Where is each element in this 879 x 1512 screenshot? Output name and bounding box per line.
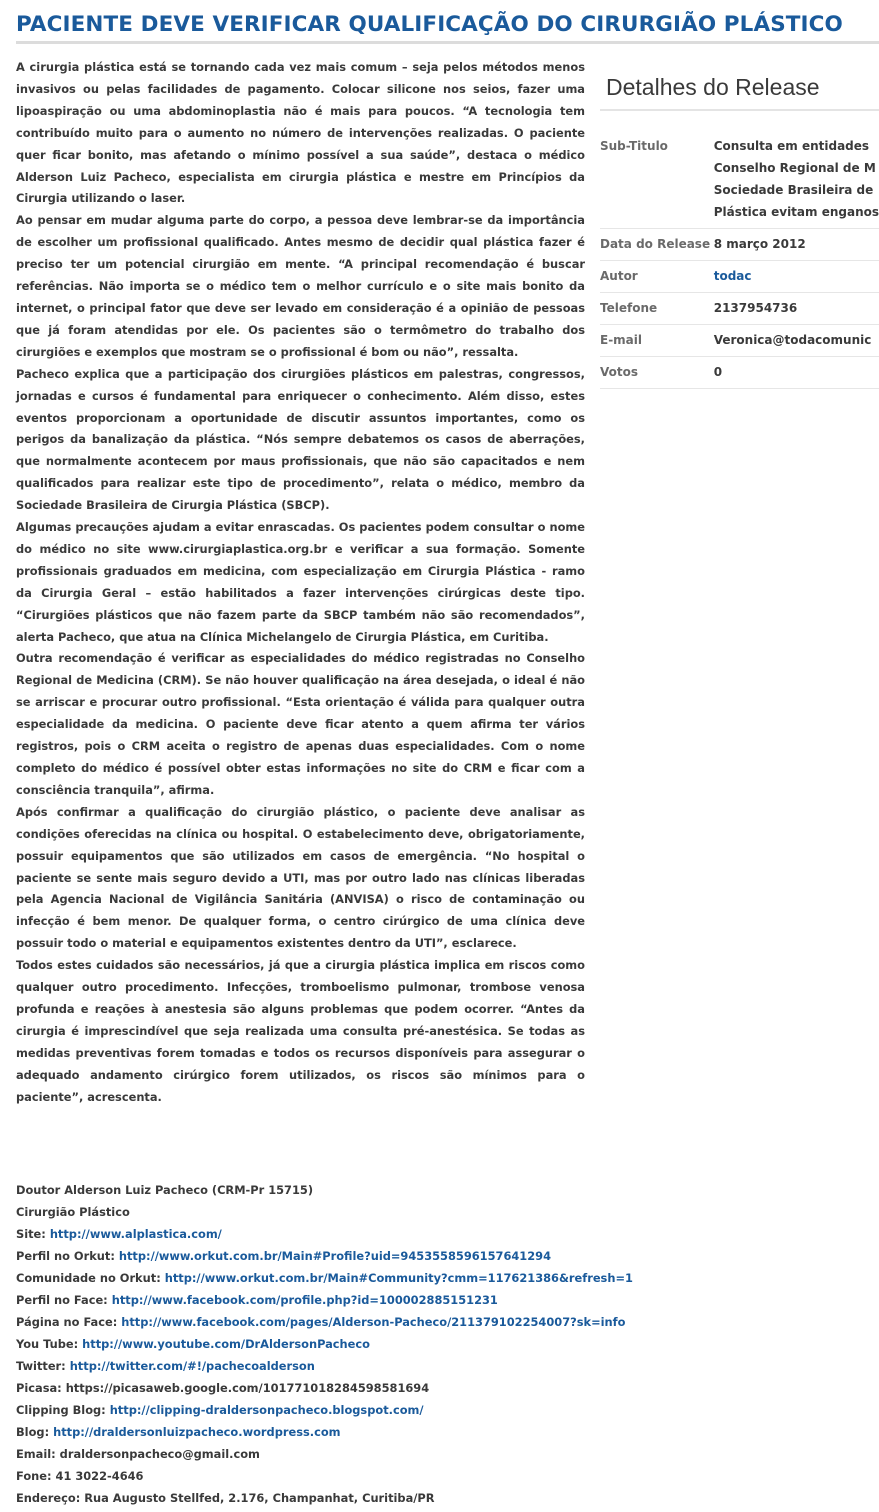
contact-link[interactable]: http://www.facebook.com/pages/Alderson-Pacheco/211379102254007?sk=info — [121, 1315, 626, 1329]
detail-row — [600, 357, 879, 389]
contact-value: 41 3022-4646 — [55, 1469, 144, 1483]
contact-link[interactable]: http://clipping-draldersonpacheco.blogspot.com/ — [109, 1403, 424, 1417]
title-divider — [16, 41, 879, 44]
article-paragraph: Outra recomendação é verificar as especialidades do médico registradas no Conselho Regional de Medicina (CRM). Se não houver qualificação na área desejada, o ideal é não se arriscar e procurar outro profissional. “Esta orientação é válida para qualquer outra especialidade da medicina. O paciente deve ficar atento a quem afirma ter vários registros, pois o CRM aceita o registro de apenas duas especialidades. Com o nome completo do médico é possível obter estas informações no site do CRM e ficar com a consciência tranquila”, afirma. — [16, 651, 585, 797]
contact-value: https://picasaweb.google.com/101771018284598581694 — [65, 1381, 430, 1395]
release-details-title: Detalhes do Release — [600, 64, 879, 111]
contact-line — [16, 1289, 616, 1311]
detail-value-line: Plástica evitam enganos — [713, 205, 879, 219]
detail-label: Sub-Titulo — [600, 131, 714, 229]
article-paragraph: Após confirmar a qualificação do cirurgião plástico, o paciente deve analisar as condições oferecidas na clínica ou hospital. O estabelecimento deve, obrigatoriamente, possuir equipamentos que são utilizados em casos de emergência. “No hospital o paciente se sente mais seguro devido a UTI, mas por outro lado nas clínicas liberadas pela Agencia Nacional de Vigilância Sanitária (ANVISA) o risco de contaminação ou infecção é bem menor. De qualquer forma, o centro cirúrgico de uma clínica deve possuir todo o material e equipamentos existentes dentro da UTI”, esclarece. — [16, 804, 585, 951]
detail-value — [714, 293, 879, 325]
contact-link[interactable]: http://www.alplastica.com/ — [49, 1227, 222, 1241]
detail-value — [714, 357, 879, 389]
contact-line — [16, 1355, 616, 1377]
detail-value-line: Conselho Regional de M — [713, 161, 876, 175]
detail-row — [600, 325, 879, 357]
detail-value-line: 8 março 2012 — [713, 237, 806, 251]
detail-value-line: 2137954736 — [713, 301, 798, 315]
article-body — [16, 57, 585, 1109]
detail-link[interactable]: todac — [713, 269, 752, 283]
contact-label: Endereço: — [16, 1491, 81, 1505]
contact-line — [16, 1465, 616, 1487]
article-paragraph: Todos estes cuidados são necessários, já que a cirurgia plástica implica em riscos como qualquer outro procedimento. Infecções, tromboelismo pulmonar, trombose venosa profunda e reações à anestesia são alguns problemas que podem ocorrer. “Antes da cirurgia é imprescindível que seja realizada uma consulta pré-anestésica. Se todas as medidas preventivas forem tomadas e todos os recursos disponíveis para assegurar o adequado andamento cirúrgico forem utilizados, os riscos são mínimos para o paciente”, acrescenta. — [16, 958, 585, 1104]
contact-label: Twitter: — [16, 1359, 66, 1373]
detail-value — [714, 261, 879, 293]
contact-line — [16, 1421, 616, 1443]
doctor-role: Cirurgião Plástico — [16, 1205, 130, 1219]
detail-value-line: Veronica@todacomunic — [713, 333, 872, 347]
contact-link[interactable]: http://www.facebook.com/profile.php?id=100002885151231 — [111, 1293, 498, 1307]
detail-label: Data do Release — [600, 229, 714, 261]
contact-line — [16, 1399, 616, 1421]
contact-label: Picasa: — [16, 1381, 62, 1395]
release-details-panel — [600, 64, 879, 389]
detail-label: Telefone — [600, 293, 714, 325]
contact-label: Site: — [16, 1227, 46, 1241]
contact-label: Comunidade no Orkut: — [16, 1271, 161, 1285]
contact-line — [16, 1311, 626, 1333]
detail-row — [600, 261, 879, 293]
detail-value-line: Sociedade Brasileira de — [713, 183, 874, 197]
contact-link[interactable]: http://draldersonluizpacheco.wordpress.com — [53, 1425, 341, 1439]
contact-line — [16, 1245, 616, 1267]
contact-line — [16, 1487, 616, 1509]
contact-label: Blog: — [16, 1425, 50, 1439]
detail-value-line: 0 — [713, 365, 723, 379]
contact-link[interactable]: http://twitter.com/#!/pachecoalderson — [69, 1359, 315, 1373]
detail-value — [714, 229, 879, 261]
release-details-table — [600, 131, 879, 389]
contact-line — [16, 1223, 616, 1245]
contact-link[interactable]: http://www.orkut.com.br/Main#Community?cmm=117621386&refresh=1 — [164, 1271, 633, 1285]
article-title: PACIENTE DEVE VERIFICAR QUALIFICAÇÃO DO CIRURGIÃO PLÁSTICO — [16, 12, 843, 37]
contact-label: Página no Face: — [16, 1315, 118, 1329]
detail-row — [600, 131, 879, 229]
article-paragraph: Algumas precauções ajudam a evitar enrascadas. Os pacientes podem consultar o nome do médico no site www.cirurgiaplastica.org.br e verificar a sua formação. Somente profissionais graduados em medicina, com especialização em Cirurgia Plástica - ramo da Cirurgia Geral – estão habilitados a fazer intervenções cirúrgicas deste tipo. “Cirurgiões plásticos que não fazem parte da SBCP também não são recomendados”, alerta Pacheco, que atua na Clínica Michelangelo de Cirurgia Plástica, em Curitiba. — [16, 520, 585, 644]
contact-line — [16, 1333, 616, 1355]
contact-label: You Tube: — [16, 1337, 79, 1351]
detail-value-line: Consulta em entidades — [713, 139, 870, 153]
detail-row — [600, 229, 879, 261]
detail-label: Votos — [600, 357, 714, 389]
contact-value: draldersonpacheco@gmail.com — [59, 1447, 260, 1461]
contact-label: Perfil no Orkut: — [16, 1249, 115, 1263]
detail-row — [600, 293, 879, 325]
article-paragraph: A cirurgia plástica está se tornando cada vez mais comum – seja pelos métodos menos invasivos ou pelas facilidades de pagamento. Colocar silicone nos seios, fazer uma lipoaspiração ou uma abdominoplastia não é mais para poucos. “A tecnologia tem contribuído muito para o aumento no número de intervenções realizadas. O paciente quer ficar bonito, mas afetando o mínimo possível a sua saúde”, destaca o médico Alderson Luiz Pacheco, especialista em cirurgia plástica e mestre em Princípios da Cirurgia utilizando o laser. — [16, 60, 585, 206]
contact-link[interactable]: http://www.orkut.com.br/Main#Profile?uid=9453558596157641294 — [118, 1249, 552, 1263]
detail-value — [714, 131, 879, 229]
contact-label: Email: — [16, 1447, 56, 1461]
contact-line — [16, 1377, 616, 1399]
doctor-name: Doutor Alderson Luiz Pacheco (CRM-Pr 15715) — [16, 1183, 314, 1197]
contact-line — [16, 1443, 616, 1465]
detail-label: E-mail — [600, 325, 714, 357]
detail-value — [714, 325, 879, 357]
detail-label: Autor — [600, 261, 714, 293]
contact-label: Clipping Blog: — [16, 1403, 106, 1417]
contact-line — [16, 1267, 633, 1289]
article-paragraph: Ao pensar em mudar alguma parte do corpo, a pessoa deve lembrar-se da importância de escolher um profissional qualificado. Antes mesmo de decidir qual plástica fazer é preciso ter um potencial cirurgião em mente. “A principal recomendação é buscar referências. Não importa se o médico tem o melhor currículo e o site mais bonito da internet, o principal fator que deve ser levado em consideração é a opinião de pessoas que já foram atendidas por ele. Os pacientes são o termômetro do trabalho dos cirurgiões e exemplos que mostram se o profissional é bom ou não”, ressalta. — [16, 213, 585, 359]
contact-value: Rua Augusto Stellfed, 2.176, Champanhat, Curitiba/PR — [84, 1491, 435, 1505]
contact-link[interactable]: http://www.youtube.com/DrAldersonPacheco — [82, 1337, 370, 1351]
contact-label: Perfil no Face: — [16, 1293, 108, 1307]
article-paragraph: Pacheco explica que a participação dos cirurgiões plásticos em palestras, congressos, jornadas e cursos é fundamental para enriquecer o conhecimento. Além disso, estes eventos proporcionam a oportunidade de discutir assuntos importantes, como os perigos da banalização da plástica. “Nós sempre debatemos os casos de aberrações, que normalmente acontecem por maus profissionais, que não são capacitados e nem qualificados para realizar este tipo de procedimento”, relata o médico, membro da Sociedade Brasileira de Cirurgia Plástica (SBCP). — [16, 366, 585, 513]
author-signature — [16, 1179, 633, 1509]
contact-label: Fone: — [16, 1469, 52, 1483]
